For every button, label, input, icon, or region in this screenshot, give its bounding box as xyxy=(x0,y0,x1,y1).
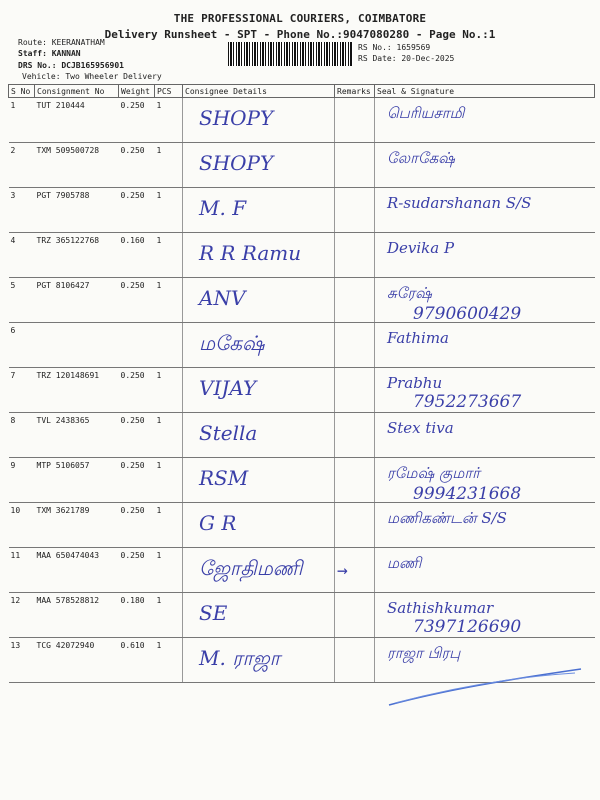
row-consignee: G R xyxy=(199,511,237,535)
row-signature-cell xyxy=(375,413,595,458)
row-consignee: ஜோதிமணி xyxy=(199,556,303,580)
table-row xyxy=(9,323,595,368)
row-signature: பெரியசாமி xyxy=(387,104,465,122)
row-consignee: SHOPY xyxy=(199,106,274,130)
page-subtitle: Delivery Runsheet - SPT - Phone No.:9047080280 - Page No.:1 xyxy=(104,28,496,41)
row-remarks-cell xyxy=(335,98,375,143)
row-sno: 9 xyxy=(9,458,35,503)
row-signature: R-sudarshanan S/S xyxy=(387,194,532,212)
row-signature-cell xyxy=(375,368,595,413)
row-sno: 7 xyxy=(9,368,35,413)
col-weight: Weight xyxy=(119,85,155,98)
barcode-icon xyxy=(228,42,353,66)
row-weight: 0.250 xyxy=(119,458,155,503)
row-consignee-cell xyxy=(183,458,335,503)
row-phone: 9994231668 xyxy=(413,484,522,504)
row-sno: 1 xyxy=(9,98,35,143)
row-pcs: 1 xyxy=(155,143,183,188)
row-weight: 0.610 xyxy=(119,638,155,683)
row-weight: 0.250 xyxy=(119,98,155,143)
row-remarks-cell xyxy=(335,143,375,188)
row-consignment xyxy=(35,323,119,368)
row-consignment: MTP 5106057 xyxy=(35,458,119,503)
row-phone: 9790600429 xyxy=(413,304,522,324)
row-remarks-cell xyxy=(335,548,375,593)
vehicle-label: Vehicle: Two Wheeler Delivery xyxy=(22,72,162,81)
col-consignment: Consignment No xyxy=(35,85,119,98)
row-signature-cell xyxy=(375,458,595,503)
row-signature: Stex tiva xyxy=(387,419,454,437)
table-row xyxy=(9,278,595,323)
row-sno: 4 xyxy=(9,233,35,278)
row-signature-cell xyxy=(375,233,595,278)
row-consignment: MAA 650474043 xyxy=(35,548,119,593)
row-remarks-cell xyxy=(335,323,375,368)
drs-number: DRS No.: DCJB165956901 xyxy=(18,61,124,70)
row-sno: 10 xyxy=(9,503,35,548)
row-sno: 8 xyxy=(9,413,35,458)
row-consignee-cell xyxy=(183,143,335,188)
row-weight: 0.250 xyxy=(119,188,155,233)
row-remarks-cell xyxy=(335,593,375,638)
table-row xyxy=(9,593,595,638)
table-row xyxy=(9,143,595,188)
row-weight: 0.250 xyxy=(119,548,155,593)
table-row xyxy=(9,98,595,143)
row-consignee: M. ராஜா xyxy=(199,646,281,670)
row-signature: மணி xyxy=(387,554,422,572)
staff-label: Staff: KANNAN xyxy=(18,49,81,58)
row-pcs: 1 xyxy=(155,98,183,143)
table-row xyxy=(9,188,595,233)
row-weight: 0.250 xyxy=(119,143,155,188)
row-pcs: 1 xyxy=(155,458,183,503)
row-signature-cell xyxy=(375,593,595,638)
table-row xyxy=(9,503,595,548)
row-consignment: PGT 7905788 xyxy=(35,188,119,233)
row-consignment: TVL 2438365 xyxy=(35,413,119,458)
row-phone: 7952273667 xyxy=(413,392,522,412)
row-consignee-cell xyxy=(183,503,335,548)
row-pcs: 1 xyxy=(155,593,183,638)
row-signature: ராஜா பிரபு xyxy=(387,644,461,662)
row-consignee-cell xyxy=(183,548,335,593)
row-consignee: RSM xyxy=(199,466,249,490)
row-pcs: 1 xyxy=(155,548,183,593)
row-remarks-cell xyxy=(335,233,375,278)
row-pcs: 1 xyxy=(155,188,183,233)
row-sno: 13 xyxy=(9,638,35,683)
row-pcs: 1 xyxy=(155,638,183,683)
row-signature: Devika P xyxy=(387,239,455,257)
row-signature-cell xyxy=(375,98,595,143)
row-consignee: ANV xyxy=(199,286,246,310)
row-pcs: 1 xyxy=(155,503,183,548)
row-consignee-cell xyxy=(183,278,335,323)
row-remarks-cell xyxy=(335,638,375,683)
table-header-row xyxy=(9,85,595,98)
row-weight: 0.250 xyxy=(119,503,155,548)
row-remarks-cell xyxy=(335,458,375,503)
col-signature: Seal & Signature xyxy=(375,85,595,98)
row-signature: லோகேஷ் xyxy=(387,149,455,167)
row-signature-cell xyxy=(375,548,595,593)
table-row xyxy=(9,368,595,413)
row-consignee: M. F xyxy=(199,196,247,220)
row-remarks-cell xyxy=(335,188,375,233)
row-sno: 12 xyxy=(9,593,35,638)
table-row xyxy=(9,233,595,278)
row-consignee-cell xyxy=(183,98,335,143)
row-weight: 0.180 xyxy=(119,593,155,638)
row-signature: மணிகண்டன் S/S xyxy=(387,509,507,527)
table-row xyxy=(9,548,595,593)
row-signature-cell xyxy=(375,143,595,188)
row-pcs: 1 xyxy=(155,413,183,458)
col-remarks: Remarks xyxy=(335,85,375,98)
row-remark: → xyxy=(337,560,348,581)
row-sno: 11 xyxy=(9,548,35,593)
route-label: Route: KEERANATHAM xyxy=(18,38,105,47)
row-consignee: R R Ramu xyxy=(199,241,302,265)
col-sno: S No xyxy=(9,85,35,98)
row-signature: Sathishkumar xyxy=(387,599,494,617)
row-consignee: மகேஷ் xyxy=(199,331,265,355)
row-weight xyxy=(119,323,155,368)
row-weight: 0.250 xyxy=(119,278,155,323)
row-sno: 6 xyxy=(9,323,35,368)
row-consignee-cell xyxy=(183,323,335,368)
col-pcs: PCS xyxy=(155,85,183,98)
row-consignment: TXM 509500728 xyxy=(35,143,119,188)
rs-number: RS No.: 1659569 xyxy=(358,43,431,52)
row-consignment: TCG 42072940 xyxy=(35,638,119,683)
row-remarks-cell xyxy=(335,503,375,548)
row-signature: Prabhu xyxy=(387,374,443,392)
row-consignee-cell xyxy=(183,233,335,278)
row-consignee-cell xyxy=(183,593,335,638)
row-signature-cell xyxy=(375,278,595,323)
page-title: THE PROFESSIONAL COURIERS, COIMBATORE xyxy=(173,12,427,25)
row-signature: சுரேஷ் xyxy=(387,284,432,302)
row-pcs: 1 xyxy=(155,278,183,323)
col-consignee: Consignee Details xyxy=(183,85,335,98)
row-signature-cell xyxy=(375,188,595,233)
table-row xyxy=(9,458,595,503)
row-signature-cell xyxy=(375,323,595,368)
row-pcs xyxy=(155,323,183,368)
row-weight: 0.160 xyxy=(119,233,155,278)
row-consignee: SE xyxy=(199,601,228,625)
row-signature: ரமேஷ் குமார் xyxy=(387,464,481,482)
row-remarks-cell xyxy=(335,368,375,413)
row-consignee-cell xyxy=(183,368,335,413)
row-pcs: 1 xyxy=(155,368,183,413)
row-weight: 0.250 xyxy=(119,413,155,458)
row-sno: 5 xyxy=(9,278,35,323)
row-consignee-cell xyxy=(183,188,335,233)
row-consignment: TUT 210444 xyxy=(35,98,119,143)
row-consignment: TRZ 120148691 xyxy=(35,368,119,413)
row-signature-cell xyxy=(375,503,595,548)
row-signature: Fathima xyxy=(387,329,449,347)
row-pcs: 1 xyxy=(155,233,183,278)
row-consignment: PGT 8106427 xyxy=(35,278,119,323)
row-consignee: SHOPY xyxy=(199,151,274,175)
row-phone: 7397126690 xyxy=(413,617,522,637)
table-row xyxy=(9,413,595,458)
rs-date: RS Date: 20-Dec-2025 xyxy=(358,54,455,63)
row-sno: 2 xyxy=(9,143,35,188)
runsheet-table xyxy=(8,84,595,683)
row-remarks-cell xyxy=(335,278,375,323)
row-sno: 3 xyxy=(9,188,35,233)
row-consignee-cell xyxy=(183,413,335,458)
row-consignment: TXM 3621789 xyxy=(35,503,119,548)
row-consignee: VIJAY xyxy=(199,376,257,400)
signature-stroke-icon xyxy=(385,665,585,710)
row-remarks-cell xyxy=(335,413,375,458)
row-consignee: Stella xyxy=(199,421,258,445)
row-consignment: TRZ 365122768 xyxy=(35,233,119,278)
row-weight: 0.250 xyxy=(119,368,155,413)
row-consignment: MAA 578528812 xyxy=(35,593,119,638)
row-consignee-cell xyxy=(183,638,335,683)
